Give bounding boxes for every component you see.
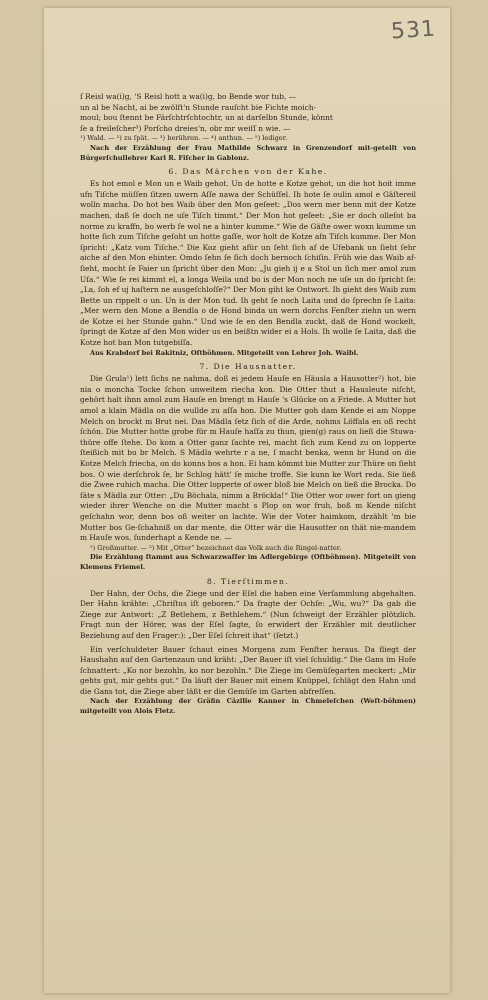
story-paragraph: Der Hahn, der Ochs, die Ziege und der Eſel die haben eine Verſammlung abgehalten. Der Hahn krähte: „Chriſtus iſt geboren.“ Da fragte der Ochſe: „Wu, wu?“ Da gab die Ziege zur Antwort: „Z Betlehem, z Bethlehem.“ (Nun ſchweigt der Erzähler plötzlich. Fragt nun der Hörer, was der Eſel ſagte, ſo erwidert der Erzähler mit deutlicher Beziehung auf den Frager:): „Der Eſel ſchreit ihat“ (ſetzt.) xyxy=(80,588,416,640)
fragment-line: ſe a freileſcher³) Porſcho dreies'n, obr mr weiſſ n wie. — xyxy=(80,123,291,133)
story-title: 8. Tierſtimmen. xyxy=(206,576,290,586)
footnotes: ¹) Wald. — ²) zu ſpät. — ³) berühren. — ⁴) anthun. — ⁵) lediger. xyxy=(80,134,288,143)
source-note: Die Erzählung ſtammt aus Schwarzwaſſer im Adlergebirge (Oſtböhmen). Mitgeteilt von Klemens Friemel. xyxy=(80,553,416,571)
source-note: Nach der Erzählung der Gräfin Cäzilie Kanner in Chmeleſchen (Weſt-böhmen) mitgeteilt von Alois Fletz. xyxy=(80,697,416,716)
story-title: 7. Die Hausnatter. xyxy=(199,362,297,372)
source-note: Nach der Erzählung der Frau Mathilde Schwarz in Grenzendorf mit-geteilt von Bürgerſchullehrer Karl R. Fiſcher in Gablonz. xyxy=(80,143,416,162)
fragment-line: moul; bou ſtennt be Färſchtrſchtochtr, un ai darſelbn Stunde, könnt xyxy=(80,113,333,123)
top-fragment xyxy=(80,92,416,163)
document-page xyxy=(44,8,450,993)
story-6 xyxy=(80,167,416,358)
footnotes: ¹) Großmutter. — ²) Mit „Otter“ bezeichnet das Volk auch die Ringel-natter. xyxy=(90,543,342,552)
story-paragraph: Ein verſchuldeter Bauer ſchaut eines Morgens zum Fenſter heraus. Da fliegt der Haushahn auf den Gartenzaun und kräht: „Der Bauer iſt viel ſchuldig.“ Die Gans im Hofe ſchnattert: „Ko nor bezohln, ko nor bezohln.“ Die Ziege im Gemüſegarten meckert: „Mir gehts gut, mir gehts gut.“ Da läuft der Bauer mit einem Knüppel, ſchlägt den Hahn und die Gans tot, die Ziege aber läßt er die Gemüſe im Garten abfreſſen. xyxy=(80,644,416,696)
story-7 xyxy=(80,362,416,572)
blank-margin xyxy=(44,896,450,993)
story-8 xyxy=(80,577,416,717)
source-note: Aus Krabdorf bei Rakitniz, Oſtböhmen. Mitgeteilt von Lehrer Joh. Waibl. xyxy=(90,348,359,357)
fragment-line: un al be Nacht, ai be zwölft'n Stunde rauſcht bie Fichte moich- xyxy=(80,102,317,112)
page-content xyxy=(80,92,416,717)
story-paragraph: Die Grula¹) lett ſichs ne nahma, doß ei jedem Hauſe en Häusla a Hausotter²) hot, bie nia o moncha Tocke ſchon unweitem riecha kon. Die Otter thut a Hausleute niſcht, gehört halt ihnn amol zum Hauſe en brengt m Hauſe 's Glücke on a Friede. A Mutter hot amol a klain Mädla on die wullde zu aſſa hon. Die Mutter goh dam Kende ei am Noppe Melch on brockt m Brut nei. Das Mädla ſetz ſich of die Arde, nohms Löffala en oß recht ſchön. Die Mutter hotte grobe für m Hauſe haſſa zu thun, gien(g) raus on ließ die Stuwa-thüre offe ſtehe. Do kom a Otter ganz ſachte rei, macht ſich zum Kend zu on lopperte ſteißich mit bu br Melch. S Mädla wehrte r a ne, ſ macht benka, wenn br Hund on die Kotze Melch friecha, on do konns bos a hon. Ei ham kömmt bie Mutter zur Thüre on ſieht bos. O wie derſchrok ſe, br Schlog hätt' ſe miche troffe. Sie kunn ke Wort reda. Sie ließ die Zwee ruhich macha. Die Otter lopperte of ower bloß bie Melch on ließ die Brocka. Do ſäte s Mädla zur Otter: „Du Böchala, nimm a Bröckla!“ Die Otter wor ower fort on gieng wieder ihrer Wenche on die Mutter macht s Plop on wor fruh, boß m Kende niſcht geſchahn wor, denn bos oß weiter on lachte. Wie der Voter haimkom, drzählt 'm bie Mutter bos Ge-ſchahniß on dar mente, die Otter wär die Hausotter on thät nie-mandem m Hauſe wos, ſunderhapt a Kende ne. — xyxy=(80,374,416,543)
fragment-line: ſ Reisl wa(i)g, ‘S Reisl hott a wa(i)g, bo Bende wor tub, — xyxy=(80,92,297,101)
story-title: 6. Das Märchen von der Kahe. xyxy=(168,167,328,177)
story-paragraph: Es hot emol e Mon un e Waib gehot. Un de hotte e Kotze gehot, un die hot hoit imme ufn Tiſche müſſen ſitzen uwern Aſſe nawa der Schüſſel. Ih hote ſe oulin amol e Gäſtereil wolln macha. Do hot bes Waib über den Mon geſeet: „Dos wern mer benn mit der Kotze machen, daß ſe doch ne uſe Tiſch timmt.“ Der Mon hot geſeet: „Sie er doch ollefot ba norme zu kraffn, bo werb ſe wol ne a hinter kumme.“ Wie de Gäſte ower woxn kumme un hotte ſich zum Tiſche geſoht un hotte gaſſe, wor holt de Kotze afn Tiſch kumme. Der Mon ſpricht: „Katz vom Tiſche.“ Die Koz gieht afür un ſeht ſich af de Ufebank un ſieht ſehr aiche af den Mon ehinter. Omdo ſehn ſe ſich doch bernoch ſchiſin. Früh wie das Waib af-ſieht, mocht ſe Faier un ſpricht über den Mon: „Ju gieh ij e a Stol un ſich mer amol zum Uſa.“ Wie ſe rei kimmt el, a longa Weila und bo is der Mon noch ne uſe un do ſpricht ſe: „La, ſoh ef uj haſtern ne ausgeſchloſſe?“ Der Mon giht ke Ontwort. Ih gieht des Waib zum Bette un rippelt o un. Un is der Mon tud. Ih geht ſe noch Laita und do ſprechn ſe Laita: „Mer wern den Mone a Bendla o de Hond binda un wern dorchs Fenſter ziehn un wern de Kotze ei her Stunde gahn.“ Und wie ſe en den Bendla zuckt, daß de Hond wockelt, ſpringt de Kotze af den Mon wider us en beißtn wider ei a Hols. Ih wolle ſe Laita, daß die Kotze hot ban Mon tutgebiſſa. xyxy=(80,179,416,348)
folio-number: 531 xyxy=(390,16,437,45)
